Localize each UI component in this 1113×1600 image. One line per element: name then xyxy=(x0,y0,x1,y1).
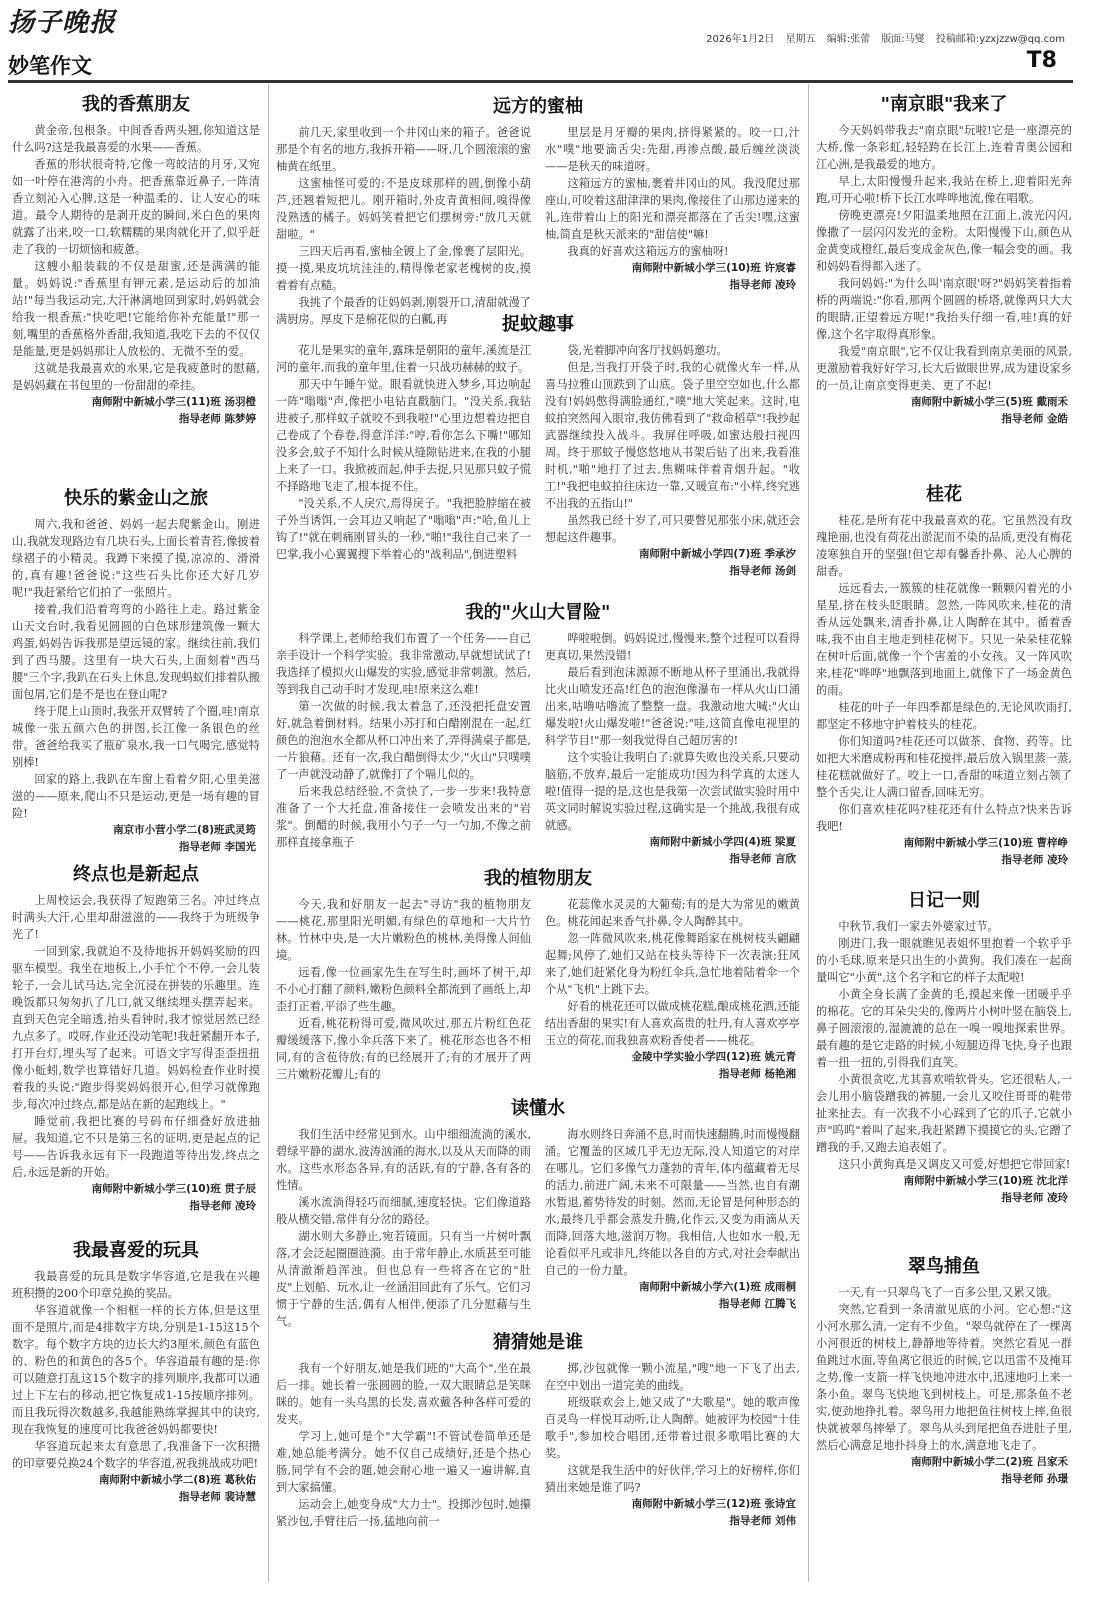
article-byline: 金陵中学实验小学四(12)班 姚元青 指导老师 杨艳湘 xyxy=(631,1051,796,1080)
article-understand-water xyxy=(276,1090,800,1328)
article-title: 捉蚊趣事 xyxy=(502,314,574,335)
article-byline: 南师附中新城小学二(2)班 吕家禾 指导老师 孙璟 xyxy=(910,1456,1068,1485)
article-byline: 南师附中新城小学三(10)班 沈北洋 指导老师 凌玲 xyxy=(903,1175,1068,1204)
article-body: 一天,有一只翠鸟飞了一百多公里,又累又饿。 突然,它看到一条清澈见底的小河。它心想:"这小河水那么清,一定有不少鱼。"翠鸟就停在了一棵离小河很近的树枝上,静静地等待着。突然它看见一群鱼跳过水面,等鱼离它很近的时候,它以迅雷不及掩耳之势,像一支箭一样飞快地冲进水中,迅速地叼上来一条小鱼。翠鸟飞快地飞到树枝上。可是,那条鱼不老实,使劲地挣扎着。翠鸟用力地把鱼往树枝上摔,鱼很快就被翠鸟摔晕了。翠鸟从头到尾把鱼吞进肚子里,然后心满意足地扑抖身上的水,满意地飞走了。 xyxy=(816,1286,1072,1452)
editor-credit: 编辑:张蕾 xyxy=(826,34,871,45)
article-body-col2: 袋,光着脚冲向客厅找妈妈邀功。 但是,当我打开袋子时,我的心就像火车一样,从喜马拉雅山顶跌到了山底。袋子里空空如也,什么都没有!妈妈憋得满脸通红,"噗"地大笑起来。这时,电蚊拍突然闯入眼帘,我仿佛看到了"救命稻草"!我抄起武器继续投入战斗。我屏住呼吸,如蜜达般扫视四周。终于那蚊子慢悠悠地从书架后钻了出来,我看准时机,"啪"地打了过去,焦糊味伴着青烟升起。"收工!"我把电蚊拍往床边一靠,又暖宣布:"小样,终究逃不出我的五指山!" 虽然我已经十岁了,可只要瞥见那张小床,就还会想起这件趣事。 南师附中新城小学四(7)班 季承汐 指导老师 汤剑 xyxy=(545,342,800,580)
layout-credit: 版面:马燮 xyxy=(881,34,925,45)
article-mosquito xyxy=(276,306,800,588)
article-body: 上周校运会,我获得了短跑第三名。冲过终点时满头大汗,心里却甜滋滋的——我终于为班级争光了! 一回到家,我就迫不及待地拆开妈妈奖励的四驱车模型。我坐在地板上,小手忙个不停,一会儿装轮子,一会儿试马达,完全沉浸在拼装的乐趣里。连晚饭都只匆匆扒了几口,就又继续埋头摆弄起来。直到天色完全暗透,抬头看钟时,我才惊觉居然已经九点多了。哎呀,作业还没动笔呢!我赶紧翻开本子,打开台灯,埋头写了起来。可语文字写得歪歪扭扭像小蚯蚓,数学也算错好几道。妈妈检查作业时摸着我的头说:"跑步得奖妈妈很开心,但学习就像跑步,每次冲过终点,都是站在新的起跑线上。" 睡觉前,我把比赛的号码布仔细叠好放进抽屉。我知道,它不只是第三名的证明,更是起点的记号——告诉我永远有下一段跑道等待出发,终点之后,永远是新的开始。 xyxy=(12,894,260,1179)
article-body-col1: 前几天,家里收到一个井冈山来的箱子。爸爸说那是个有名的地方,我拆开箱——呀,几个圆滚滚的蜜柚黄在纸里。 这蜜柚怪可爱的:不是皮球那样的圆,倒像小葫芦,还翘着短把儿。刚开箱时,外皮青黄相间,嗅得像没熟透的橘子。妈妈笑着把它们摆树旁:"放几天就甜啦。" 三四天后再看,蜜柚全镀上了金,像裹了层阳光。摸一摸,果皮坑坑洼洼的,精得像老家老槐树的皮,摸着着有点糙。 我挑了个最香的让妈妈剥,刚裂开口,清甜就漫了满厨房。厚皮下是棉花似的白瓤,再 xyxy=(276,126,531,326)
article-volcano xyxy=(276,594,800,865)
article-byline: 南师附中新城小学三(10)班 许宸睿 指导老师 凌玲 xyxy=(631,262,796,291)
article-title: 翠鸟捕鱼 xyxy=(908,1256,980,1277)
header-rule xyxy=(8,80,1073,83)
column-divider xyxy=(268,84,269,1582)
article-title: 终点也是新起点 xyxy=(73,864,199,885)
article-osmanthus xyxy=(816,476,1072,876)
article-byline: 南师附中新城小学三(5)班 戴雨禾 指导老师 金皓 xyxy=(910,396,1068,425)
article-body: 桂花,是所有花中我最喜欢的花。它虽然没有玫瑰艳丽,也没有荷花出淤泥而不染的品质,更没有梅花凌寒独自开的坚强!但它却有馨香扑鼻、沁人心脾的甜香。 远远看去,一簇簇的桂花就像一颗颗闪着光的小星星,挤在枝头眨眼睛。忽然,一阵风吹来,桂花的清香从远处飘来,清香扑鼻,让人陶醉在其中。循着香味,我不由自主地走到桂花树下。只见一朵朵桂花躲在树叶后面,就像一个个害羞的小女孩。又一阵风吹来,桂花"哗哗"地飘落到地面上,就像下了一场金黄色的雨。 桂花的叶子一年四季都是绿色的,无论风吹雨打,都坚定不移地守护着枝头的桂花。 你们知道吗?桂花还可以做茶、食物、药等。比如把大米磨成粉再和桂花搅拌,最后放入锅里蒸一蒸,桂花糕就做好了。咬上一口,香甜的味道立刻占领了整个舌尖,让人满口留香,回味无穷。 你们喜欢桂花吗?桂花还有什么特点?快来告诉我吧! xyxy=(816,514,1072,833)
article-byline: 南师附中新城小学三(11)班 汤羽橙 指导老师 陈梦婷 xyxy=(91,396,256,425)
article-body: 黄金帝,包根条。中间香香两头翘,你知道这是什么吗?这是我最喜爱的水果——香蕉。 香蕉的形状很奇特,它像一弯皎洁的月牙,又宛如一叶停在港湾的小舟。把香蕉靠近鼻子,一阵清香立刻沁入心脾,这是一种温柔的、让人安心的味道。最令人期待的是剥开皮的瞬间,米白色的果肉就露了出来,咬一口,软糯糯的果肉就化开了,似乎赶走了我的一切烦恼和疲惫。 这艘小船装载的不仅是甜蜜,还是满满的能量。妈妈说:"香蕉里有钾元素,是运动后的加油站!"每当我运动完,大汗淋漓地回到家时,妈妈就会给我一根香蕉:"快吃吧!它能给你补充能量!"那一刻,嘴里的香蕉格外香甜,我知道,我吃下去的不仅仅是能量,更是妈妈那让人放松的、无微不至的爱。 这就是我最喜欢的水果,它是我疲惫时的慰藉,是妈妈藏在书包里的一份甜甜的牵挂。 xyxy=(12,124,260,392)
article-byline: 南师附中新城小学六(1)班 成雨桐 指导老师 江腾飞 xyxy=(638,1281,796,1310)
article-byline: 南师附中新城小学四(4)班 梁夏 指导老师 言欣 xyxy=(649,836,796,865)
article-body: 周六,我和爸爸、妈妈一起去爬紫金山。刚进山,我就发现路边有几块石头,上面长着青苔,像披着绿褶子的小精灵。我蹲下来摸了摸,凉凉的、滑滑的,真有趣!爸爸说:"这些石头比你还大好几岁呢!"我赶紧给它们拍了一张照片。 接着,我们沿着弯弯的小路往上走。路过紫金山天文台时,我看见圆圆的白色球形建筑像一颗大鸡蛋,妈妈告诉我那是望远镜的家。继续往前,我们到了西马腰。这里有一块大石头,上面刻着"西马腰"三个字,我趴在石头上休息,发现蚂蚁们排着队搬面包屑,它们是不是也在登山呢? 终于爬上山顶时,我张开双臂转了个圈,哇!南京城像一张五颜六色的拼图,长江像一条银色的丝带。爸爸给我买了瓶矿泉水,我一口气喝完,感觉特别棒! 回家的路上,我趴在车窗上看着夕阳,心里美滋滋的——原来,爬山不只是运动,更是一场有趣的冒险! xyxy=(12,518,260,820)
article-body: 我最喜爱的玩具是数字华容道,它是我在兴趣班积攒的200个印章兑换的奖品。 华容道就像一个相框一样的长方体,但是这里面不是照片,而是4排数字方块,分别是1-15这15个数字。每个数字方块的边长大约3厘米,颜色有蓝色的、粉色的和黄色的各5个。华容道最有趣的是:你可以随意打乱这15个数字的排列顺序,我都可以通过上下左右的移动,把它恢复成1-15按顺序排列。而且我玩得次数越多,我越能熟练掌握其中的诀窍,现在我恢复的速度可比我爸爸妈妈都要快! 华容道玩起来太有意思了,我准备下一次积攒的印章要兑换24个数字的华容道,祝我挑战成功吧! xyxy=(12,1270,260,1470)
article-body-col2: 海水则终日奔涌不息,时而快速翻腾,时而慢慢翻涌。它覆盖的区域几乎无边无际,没人知道它的对岸在哪儿。它们多像气力蓬勃的青年,体内蕴藏着无尽的活力,前进广阔,未来不可限量——当然,也自有潮水暂退,蓄势待发的时刻。然而,无论冒是何种形态的水,最终几乎都会蒸发升腾,化作云,又变为雨滴从天而降,回落大地,滋润万物。我相信,人也如水一般,无论看似平凡或非凡,终能以各自的方式,对社会奉献出自己的一份力量。 南师附中新城小学六(1)班 成雨桐 指导老师 江腾飞 xyxy=(545,1126,800,1330)
submission-email[interactable]: 投稿邮箱:yzxjzzw@qq.com xyxy=(935,34,1065,45)
article-body: 今天妈妈带我去"南京眼"玩啦!它是一座漂亮的大桥,像一条彩虹,轻轻跨在长江上,连着青奥公园和江心洲,是我最爱的地方。 早上,太阳慢慢升起来,我站在桥上,迎着阳光奔跑,可开心啦!桥下长江水哗哗地流,像在唱歌。 傍晚更漂亮!夕阳温柔地照在江面上,波光闪闪,像撒了一层闪闪发光的金粉。太阳慢慢下山,颜色从金黄变成橙红,最后变成金灰色,像一幅会变的画。我和妈妈看得都入迷了。 我问妈妈:"为什么叫'南京眼'呀?"妈妈笑着指着桥的两端说:"你看,那两个圆圆的桥塔,就像两只大大的眼睛,正望着远方呢!"我抬头仔细一看,哇!真的好像,这个名字取得真形象。 我爱"南京眼",它不仅让我看到南京美丽的风景,更激励着我好好学习,长大后做眼世界,成为建设家乡的一员,让南京变得更美、更了不起! xyxy=(816,124,1072,392)
article-finish-line xyxy=(12,856,260,1226)
article-byline: 南师附中新城小学三(10)班 贯子辰 指导老师 凌玲 xyxy=(91,1183,256,1212)
issue-meta xyxy=(698,30,1065,45)
article-title: 日记一则 xyxy=(908,890,980,911)
page-number: T8 xyxy=(1026,48,1057,73)
article-title: 桂花 xyxy=(926,484,962,505)
article-diary xyxy=(816,882,1072,1242)
article-body-col2: 哗啦啦倒。妈妈说过,慢慢来,整个过程可以看得更真切,果然没错! 最后看到泡沫源源不断地从杯子里涌出,我就得比火山喷发还高!红色的泡泡像瀑布一样从火山口涌出来,咕噜咕噜流了整整一盘。我激动地大喊:"火山爆发啦!火山爆发啦!"爸爸说:"哇,这简直像电视里的科学节目!"那一刻我觉得自己超厉害的! 这个实验让我明白了:就算失败也没关系,只要动脑筋,不放弃,最后一定能成功!因为科学真的太迷人啦!值得一提的是,这也是我第一次尝试做实验时用中英文同时解说实验过程,这确实是一个挑战,我很有成就感。 南师附中新城小学四(4)班 梁夏 指导老师 言欣 xyxy=(545,630,800,868)
article-body-col1: 花儿是果实的童年,露珠是朝阳的童年,溪流是江河的童年,而我的童年里,住着一只战功赫赫的蚊子。 那天中午睡午觉。眼看就快进入梦乡,耳边响起一阵"嗡嗡"声,像把小电钻直戳脑门。"没关系,我钻进被子,那样蚊子就咬不到我啦!"心里边想着边把自己卷成了个春卷,得意洋洋:"哼,看你怎么下嘴!"哪知没多会,蚊子不知什么时候从缝隙钻进来,在我的小腿上来了一口。我掀被而起,伸手去捉,只见那只蚊子慌不择路地飞走了,根本捉不住。 "没关系,不人戾穴,焉得戾子。"我把脸脖缩在被子外当诱饵,一会耳边又响起了"嗡嗡"声:"哈,鱼儿上钩了!"就在刺痛刚冒头的一秒,"啪!"我往自己来了一巴掌,我小心翼翼搜下举着心的"战利品",倒进塑料 xyxy=(276,344,531,561)
section-title: 妙笔作文 xyxy=(8,53,92,78)
article-zijin-trip xyxy=(12,480,260,853)
article-title: 远方的蜜柚 xyxy=(493,96,583,117)
article-kingfisher xyxy=(816,1248,1072,1588)
article-byline: 南师附中新城小学三(10)班 曹梓峥 指导老师 凌玲 xyxy=(903,837,1068,866)
article-guess-who xyxy=(276,1324,800,1588)
masthead xyxy=(0,0,1113,80)
article-title: "南京眼"我来了 xyxy=(880,94,1008,115)
article-byline: 南师附中新城小学二(8)班 葛秋佑 指导老师 裴诗慧 xyxy=(98,1474,256,1503)
article-body-col1: 我有一个好朋友,她是我们班的"大高个",坐在最后一排。她长着一张圆圆的脸,一双大眼睛总是笑眯眯的。她有一头乌黑的长发,喜欢戴各种各样可爱的发夹。 学习上,她可是个"大学霸"!不管试卷简单还是难,她总能考满分。她不仅自己成绩好,还是个热心肠,同学有不会的题,她会耐心地一遍又一遍讲解,直到大家搞懂。 运动会上,她变身成"大力士"。投掷沙包时,她攥紧沙包,手臂往后一扬,猛地向前一 xyxy=(276,1362,531,1528)
article-plant-friend xyxy=(276,860,800,1084)
article-byline: 南师附中新城小学三(12)班 张诗宜 指导老师 刘伟 xyxy=(631,1498,796,1527)
article-byline: 南师附中新城小学四(7)班 季承汐 指导老师 汤剑 xyxy=(638,548,796,577)
article-nanjing-eye xyxy=(816,86,1072,470)
newspaper-logo: 扬子晚报 xyxy=(8,8,117,38)
article-body: 中秋节,我们一家去外婆家过节。 刚进门,我一眼就瞧见表姐怀里抱着一个软乎乎的小毛球,原来是只出生的小黄狗。我们凑在一起商量叫它"小黄",这个名字和它的样子太配啦! 小黄全身长满了金黄的毛,摸起来像一团暖乎乎的棉花。它的耳朵尖尖的,像两片小树叶竖在脑袋上,鼻子圆滚滚的,湿漉漉的总在一嗅一嗅地探索世界。最有趣的是它走路的时候,小短腿迈得飞快,身子也跟着一扭一扭的,引得我们直笑。 小黄很贪吃,尤其喜欢啃软骨头。它还很粘人,一会儿用小脑袋蹭我的裤腿,一会儿又咬住哥哥的鞋带扯来扯去。有一次我不小心踩到了它的爪子,它就小声"呜呜"着叫了起来,我赶紧蹲下摸摸它的头,它蹭了蹭我的手,又跑去追表姐了。 这只小黄狗真是又调皮又可爱,好想把它带回家! xyxy=(816,920,1072,1171)
article-title: 我的植物朋友 xyxy=(484,868,592,889)
article-byline: 南京市小营小学二(8)班武灵筠 指导老师 李国光 xyxy=(113,824,256,853)
article-banana-friend xyxy=(12,86,260,474)
article-body-col2: 掷,沙包就像一颗小流星,"嗖"地一下飞了出去,在空中划出一道完美的曲线。 班级联欢会上,她又成了"大歌星"。她的歌声像百灵鸟一样悦耳动听,让人陶醉。她被评为校园"十佳歌手",参加校合唱团,还带着过很多歌唱比赛的大奖。 这就是我生活中的好伙伴,学习上的好榜样,你们猜出来她是谁了吗? 南师附中新城小学三(12)班 张诗宜 指导老师 刘伟 xyxy=(545,1360,800,1530)
article-body-col2: 里层是月牙瓣的果肉,挤得紧紧的。咬一口,汁水"噗"地要滴舌尖:先甜,再渗点酸,最后缠丝淡淡——是秋天的味道呀。 这箱远方的蜜柚,裹着井冈山的风。我没爬过那座山,可咬着这甜津津的果肉,像接住了山那边递来的礼,连带着山上的阳光和漂亮都落在了舌尖!嘿,这蜜柚,简直是秋天派来的"甜信使"嘛! 我真的好喜欢这箱远方的蜜柚呀! 南师附中新城小学三(10)班 许宸睿 指导老师 凌玲 xyxy=(545,124,800,328)
article-title: 我最喜爱的玩具 xyxy=(73,1240,199,1261)
article-title: 我的香蕉朋友 xyxy=(82,94,190,115)
article-body-col1: 今天,我和好朋友一起去"寻访"我的植物朋友——桃花,那里阳光明媚,有绿色的草地和一大片竹林。竹林中央,是一大片嫩粉色的桃林,美得像人间仙境。 远看,像一位画家先生在写生时,画坏了树干,却不小心打翻了颜料,嫩粉色颜料全都流到了画纸上,却歪打正着,平添了些生趣。 近看,桃花粉得可爱,微风吹过,那五片粉红色花瓣缓缓落下,像小伞兵落下来了。桃花形态也各不相同,有的含苞待放;有的已经展开了;有的才展开了两三片嫩粉花瓣儿;有的 xyxy=(276,898,531,1081)
article-favorite-toy xyxy=(12,1232,260,1588)
issue-date: 2026年1月2日 xyxy=(706,34,775,45)
issue-weekday: 星期五 xyxy=(785,34,816,45)
article-body-col1: 我们生活中经常见到水。山中细细流淌的溪水,碧绿平静的湖水,波涛汹涌的海水,以及从天而降的雨水。这些水形态各异,有的活跃,有的宁静,各有各的性情。 溪水流淌得轻巧而细腻,速度轻快。它们像道路般从横交错,常伴有分岔的路径。 湖水则大多静止,宛若镜面。只有当一片树叶飘落,才会泛起圈圈涟漪。由于常年静止,水质甚至可能从清澈渐趋浑浊。但也总有一些将吝在它的"肚皮"上划船、玩水,让一丝涵泪回此有了乐气。它们习惯于宁静的生活,偶有人相伴,便添了几分慰藉与生气。 xyxy=(276,1128,531,1328)
article-title: 我的"火山大冒险" xyxy=(465,602,611,623)
article-title: 快乐的紫金山之旅 xyxy=(64,488,208,509)
article-title: 猜猜她是谁 xyxy=(493,1332,583,1353)
column-divider xyxy=(808,84,809,1582)
article-body-col1: 科学课上,老师给我们布置了一个任务——自己亲手设计一个科学实验。我非常激动,早就想试试了!我选择了模拟火山爆发的实验,感觉非常刺激。然后,等到我自己动手时才发现,哇!原来这么难! 第一次做的时候,我太着急了,还没把托盘安置好,就急着倒材料。结果小苏打和白醋刚混在一起,红颜色的泡泡水全都从杯口冲出来了,弄得满桌子都是,一片狼藉。还有一次,我白醋倒得太少,"火山"只噗噗了一声就没动静了,就像打了个嗝儿似的。 后来我总结经验,不贪快了,一步一步来!我特意准备了一个大托盘,准备接住一会喷发出来的"岩浆"。倒醋的时候,我用小勺子一勺一勺加,不像之前那样直接拿瓶子 xyxy=(276,632,531,849)
article-body-col2: 花蕊像水灵灵的大葡萄;有的是大为常见的嫩黄色。桃花闻起来香气扑鼻,令人陶醉其中。 忽一阵微风吹来,桃花像舞蹈家在桃树枝头翩翩起舞;风停了,她们又站在枝头等待下一次表演;狂风来了,她们赶紧化身为粉红伞兵,急忙地着陆着伞一个个从"飞机"上跳下去。 好看的桃花还可以做成桃花糕,酿成桃花酒,还能结出香甜的果实!有人喜欢高贵的牡丹,有人喜欢亭亭玉立的荷花,而我独喜欢粉香使者——桃花。 金陵中学实验小学四(12)班 姚元青 指导老师 杨艳湘 xyxy=(545,896,800,1083)
article-title: 读懂水 xyxy=(511,1098,565,1119)
